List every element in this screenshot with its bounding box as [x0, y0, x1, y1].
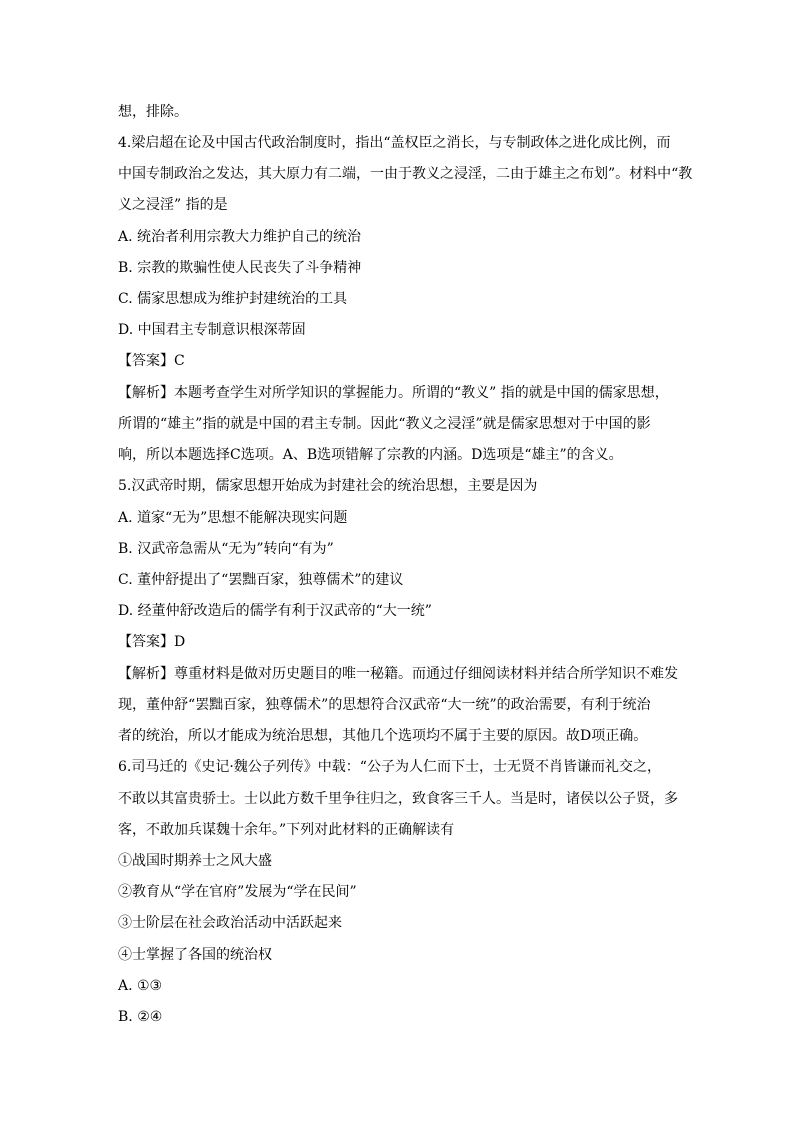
option-c: C. 董仲舒提出了“罢黜百家，独尊儒术”的建议	[118, 572, 404, 588]
analysis-text: 【解析】尊重材料是做对历史题目的唯一秘籍。而通过仔细阅读材料并结合所学知识不难发	[118, 666, 678, 682]
text-line: 所谓的“雄主”指的就是中国的君主专制。因此“教义之浸淫”就是儒家思想对于中国的影	[118, 416, 651, 432]
text-line: 义之浸淫” 指的是	[118, 197, 228, 213]
option-c: C. 儒家思想成为维护封建统治的工具	[118, 291, 348, 307]
text-line: 者的统治，所以才能成为统治思想，其他几个选项均不属于主要的原因。故D项正确。	[118, 728, 648, 744]
option-a: A. 道家“无为”思想不能解决现实问题	[118, 510, 348, 526]
option-d: D. 经董仲舒改造后的儒学有利于汉武帝的“大一统”	[118, 603, 432, 619]
option-d: D. 中国君主专制意识根深蒂固	[118, 322, 306, 338]
text-line: 不敢以其富贵骄士。士以此方数千里争往归之，致食客三千人。当是时，诸侯以公子贤，多	[118, 791, 678, 807]
question-5-stem: 5.汉武帝时期，儒家思想开始成为封建社会的统治思想，主要是因为	[118, 478, 538, 494]
answer-label: 【答案】C	[118, 353, 185, 369]
statement-2: ②教育从“学在官府”发展为“学在民间”	[118, 884, 357, 900]
option-a: A. 统治者利用宗教大力维护自己的统治	[118, 229, 362, 245]
text-line: 客，不敢加兵谋魏十余年。”下列对此材料的正确解读有	[118, 822, 455, 838]
text-line: 现，董仲舒“罢黜百家，独尊儒术”的思想符合汉武帝“大一统”的政治需要，有利于统治	[118, 697, 651, 713]
question-4-stem: 4.梁启超在论及中国古代政治制度时，指出“盖权臣之消长，与专制政体之进化成比例，而	[118, 135, 671, 151]
answer-label: 【答案】D	[118, 634, 186, 650]
option-b: B. 汉武帝急需从“无为”转向“有为”	[118, 541, 334, 557]
text-line: 响，所以本题选择C选项。A、B选项错解了宗教的内涵。D选项是“雄主”的含义。	[118, 447, 623, 463]
option-b: B. 宗教的欺骗性使人民丧失了斗争精神	[118, 260, 362, 276]
text-line: 中国专制政治之发达，其大原力有二端，一由于教义之浸淫，二由于雄主之布划”。材料中“教	[118, 166, 693, 182]
statement-3: ③士阶层在社会政治活动中活跃起来	[118, 915, 342, 931]
analysis-text: 【解析】本题考查学生对所学知识的掌握能力。所谓的“教义” 指的就是中国的儒家思想，	[118, 385, 669, 401]
question-6-stem: 6.司马迁的《史记·魏公子列传》中载：“公子为人仁而下士，士无贤不肖皆谦而礼交之，	[118, 759, 661, 775]
statement-1: ①战国时期养士之风大盛	[118, 853, 272, 869]
option-b: B. ②④	[118, 1009, 163, 1025]
statement-4: ④士掌握了各国的统治权	[118, 947, 272, 963]
option-a: A. ①③	[118, 978, 163, 994]
text-line: 想，排除。	[118, 104, 188, 120]
